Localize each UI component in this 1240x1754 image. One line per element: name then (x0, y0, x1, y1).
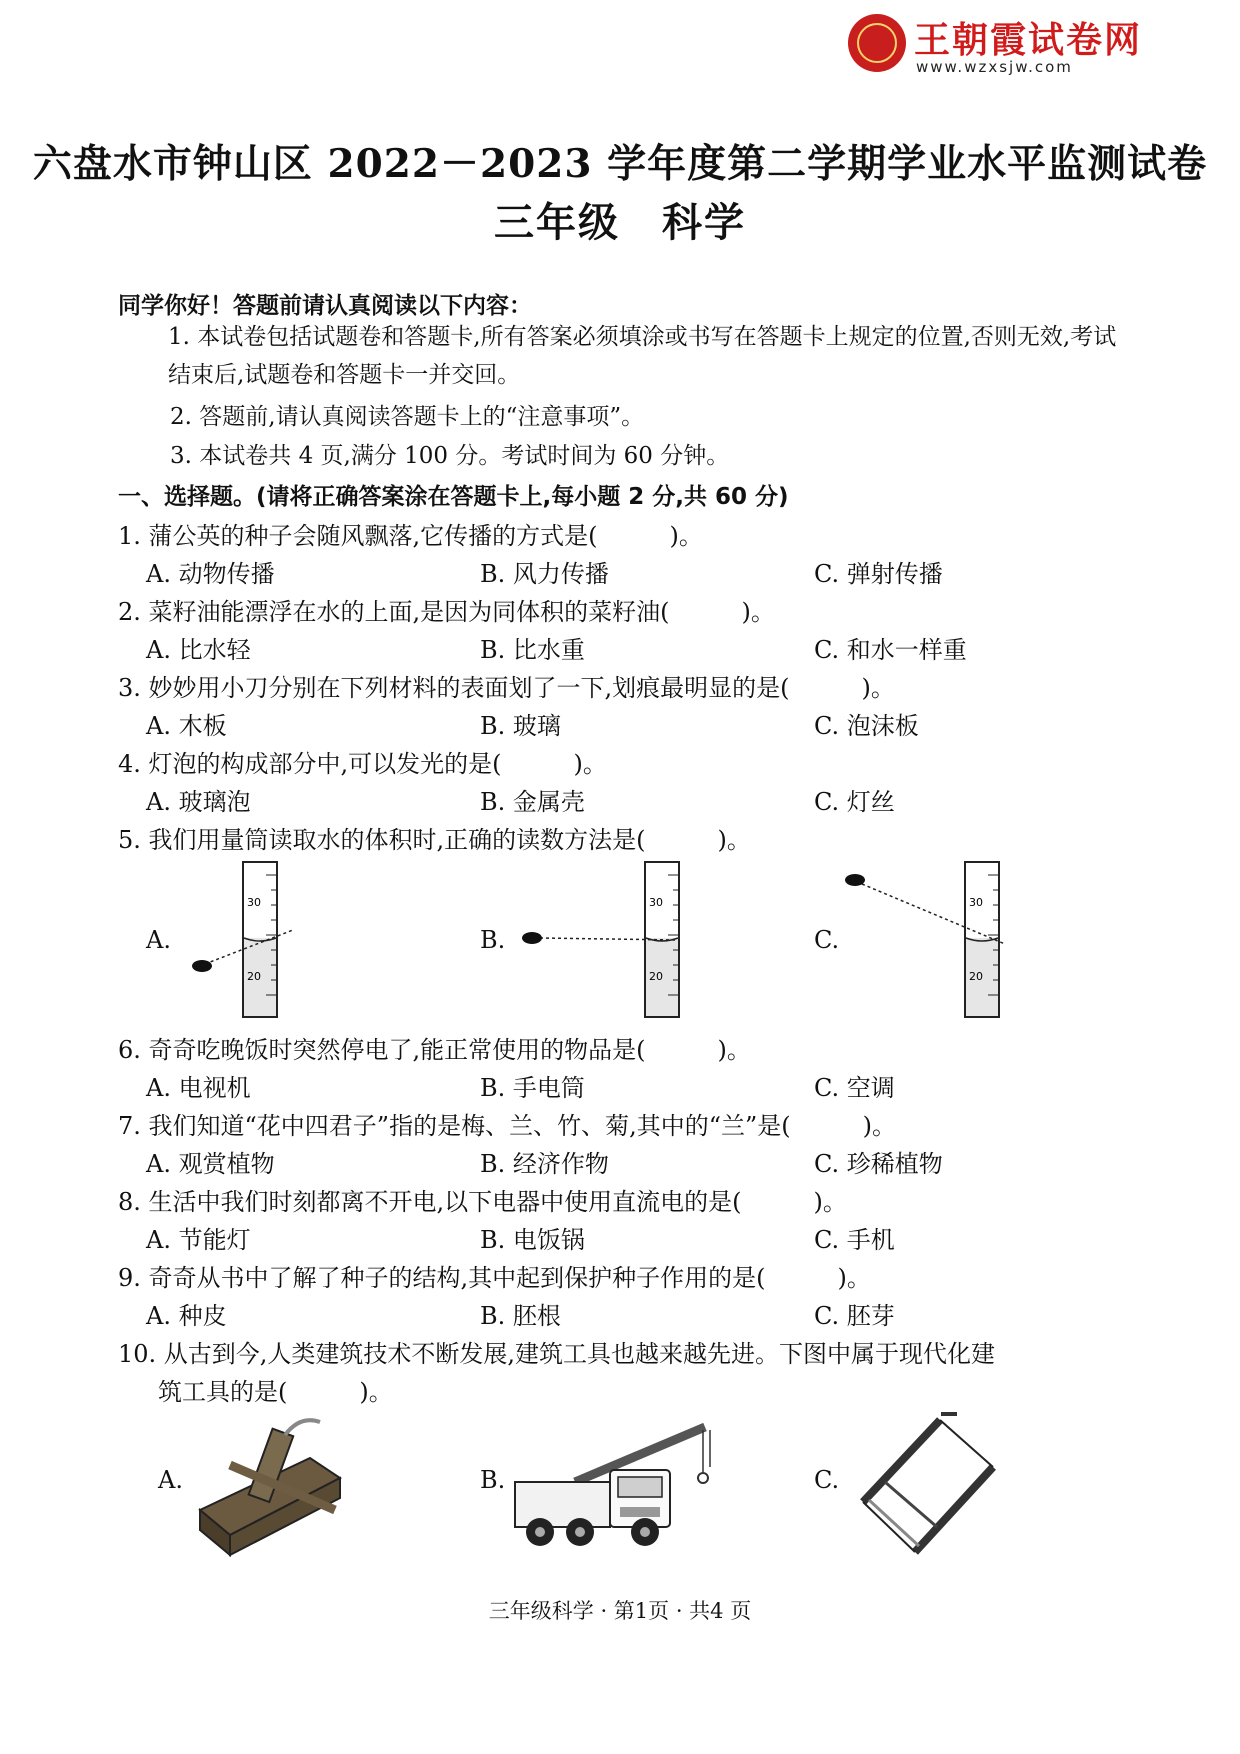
q8-option-b: B. 电饭锅 (480, 1226, 585, 1254)
question-6: 6. 奇奇吃晚饭时突然停电了,能正常使用的物品是( )。 (118, 1036, 751, 1064)
q6-option-c: C. 空调 (814, 1074, 895, 1102)
cylinder-c-label-20: 20 (969, 970, 983, 983)
q2-option-a: A. 比水轻 (146, 636, 251, 664)
cylinder-figure-c (840, 860, 1020, 1020)
eye-icon (522, 932, 542, 944)
q1-option-a: A. 动物传播 (146, 560, 275, 588)
cylinder-figure-b (510, 860, 700, 1020)
crane-truck-icon (505, 1412, 720, 1562)
question-7: 7. 我们知道“花中四君子”指的是梅、兰、竹、菊,其中的“兰”是( )。 (118, 1112, 896, 1140)
q4-option-b: B. 金属壳 (480, 788, 585, 816)
q2-option-c: C. 和水一样重 (814, 636, 967, 664)
site-logo (848, 10, 1168, 80)
question-5: 5. 我们用量筒读取水的体积时,正确的读数方法是( )。 (118, 826, 751, 854)
instructions-greeting: 同学你好！答题前请认真阅读以下内容： (118, 293, 532, 319)
q7-option-c: C. 珍稀植物 (814, 1150, 943, 1178)
question-10: 10. 从古到今,人类建筑技术不断发展,建筑工具也越来越先进。下图中属于现代化建 (118, 1340, 996, 1368)
q7-option-b: B. 经济作物 (480, 1150, 609, 1178)
instruction-1 (168, 318, 1134, 394)
section-heading: 一、选择题。(请将正确答案涂在答题卡上,每小题 2 分,共 60 分) (118, 484, 789, 510)
cylinder-b-label-20: 20 (649, 970, 663, 983)
cylinder-a-label-30: 30 (247, 896, 261, 909)
eye-icon (845, 874, 865, 886)
cylinder-figure-a (185, 860, 305, 1020)
question-3: 3. 妙妙用小刀分别在下列材料的表面划了一下,划痕最明显的是( )。 (118, 674, 895, 702)
q3-option-c: C. 泡沫板 (814, 712, 919, 740)
q3-option-b: B. 玻璃 (480, 712, 561, 740)
q2-option-b: B. 比水重 (480, 636, 585, 664)
q4-option-c: C. 灯丝 (814, 788, 895, 816)
instruction-1-text: 1. 本试卷包括试题卷和答题卡,所有答案必须填涂或书写在答题卡上规定的位置,否则无效,考试结束后,试题卷和答题卡一并交回。 (168, 324, 1117, 388)
question-4: 4. 灯泡的构成部分中,可以发光的是( )。 (118, 750, 607, 778)
instruction-2: 2. 答题前,请认真阅读答题卡上的“注意事项”。 (170, 404, 645, 430)
brand-name: 王朝霞试卷网 (914, 20, 1143, 61)
cylinder-c-label-30: 30 (969, 896, 983, 909)
question-1: 1. 蒲公英的种子会随风飘落,它传播的方式是( )。 (118, 522, 703, 550)
eye-icon (192, 960, 212, 972)
exam-title: 六盘水市钟山区 2022－2023 学年度第二学期学业水平监测试卷 (32, 141, 1208, 187)
question-8: 8. 生活中我们时刻都离不开电,以下电器中使用直流电的是( )。 (118, 1188, 847, 1216)
seal-icon (848, 14, 906, 72)
q5-option-c: C. (814, 926, 840, 954)
question-2: 2. 菜籽油能漂浮在水的上面,是因为同体积的菜籽油( )。 (118, 598, 775, 626)
question-10-cont: 筑工具的是( )。 (158, 1378, 393, 1406)
q9-option-a: A. 种皮 (146, 1302, 227, 1330)
q10-option-a: A. (158, 1466, 183, 1494)
brand-url: www.wzxsjw.com (916, 58, 1073, 76)
q1-option-c: C. 弹射传播 (814, 560, 943, 588)
cylinder-a-label-20: 20 (247, 970, 261, 983)
q9-option-b: B. 胚根 (480, 1302, 561, 1330)
q1-option-b: B. 风力传播 (480, 560, 609, 588)
wood-plane-icon (190, 1410, 360, 1560)
q4-option-a: A. 玻璃泡 (146, 788, 251, 816)
q6-option-a: A. 电视机 (146, 1074, 251, 1102)
page-footer: 三年级科学 · 第1页 · 共4 页 (488, 1599, 752, 1623)
q8-option-a: A. 节能灯 (146, 1226, 251, 1254)
q8-option-c: C. 手机 (814, 1226, 895, 1254)
q9-option-c: C. 胚芽 (814, 1302, 895, 1330)
question-9: 9. 奇奇从书中了解了种子的结构,其中起到保护种子作用的是( )。 (118, 1264, 871, 1292)
q3-option-a: A. 木板 (146, 712, 227, 740)
q5-option-b: B. (480, 926, 506, 954)
q7-option-a: A. 观赏植物 (146, 1150, 275, 1178)
frame-saw-icon (845, 1412, 1005, 1557)
instruction-3: 3. 本试卷共 4 页,满分 100 分。考试时间为 60 分钟。 (170, 443, 730, 469)
cylinder-b-label-30: 30 (649, 896, 663, 909)
q5-option-a: A. (146, 926, 171, 954)
q10-option-c: C. (814, 1466, 840, 1494)
q6-option-b: B. 手电筒 (480, 1074, 585, 1102)
exam-subtitle: 三年级 科学 (494, 199, 746, 246)
q10-option-b: B. (480, 1466, 506, 1494)
